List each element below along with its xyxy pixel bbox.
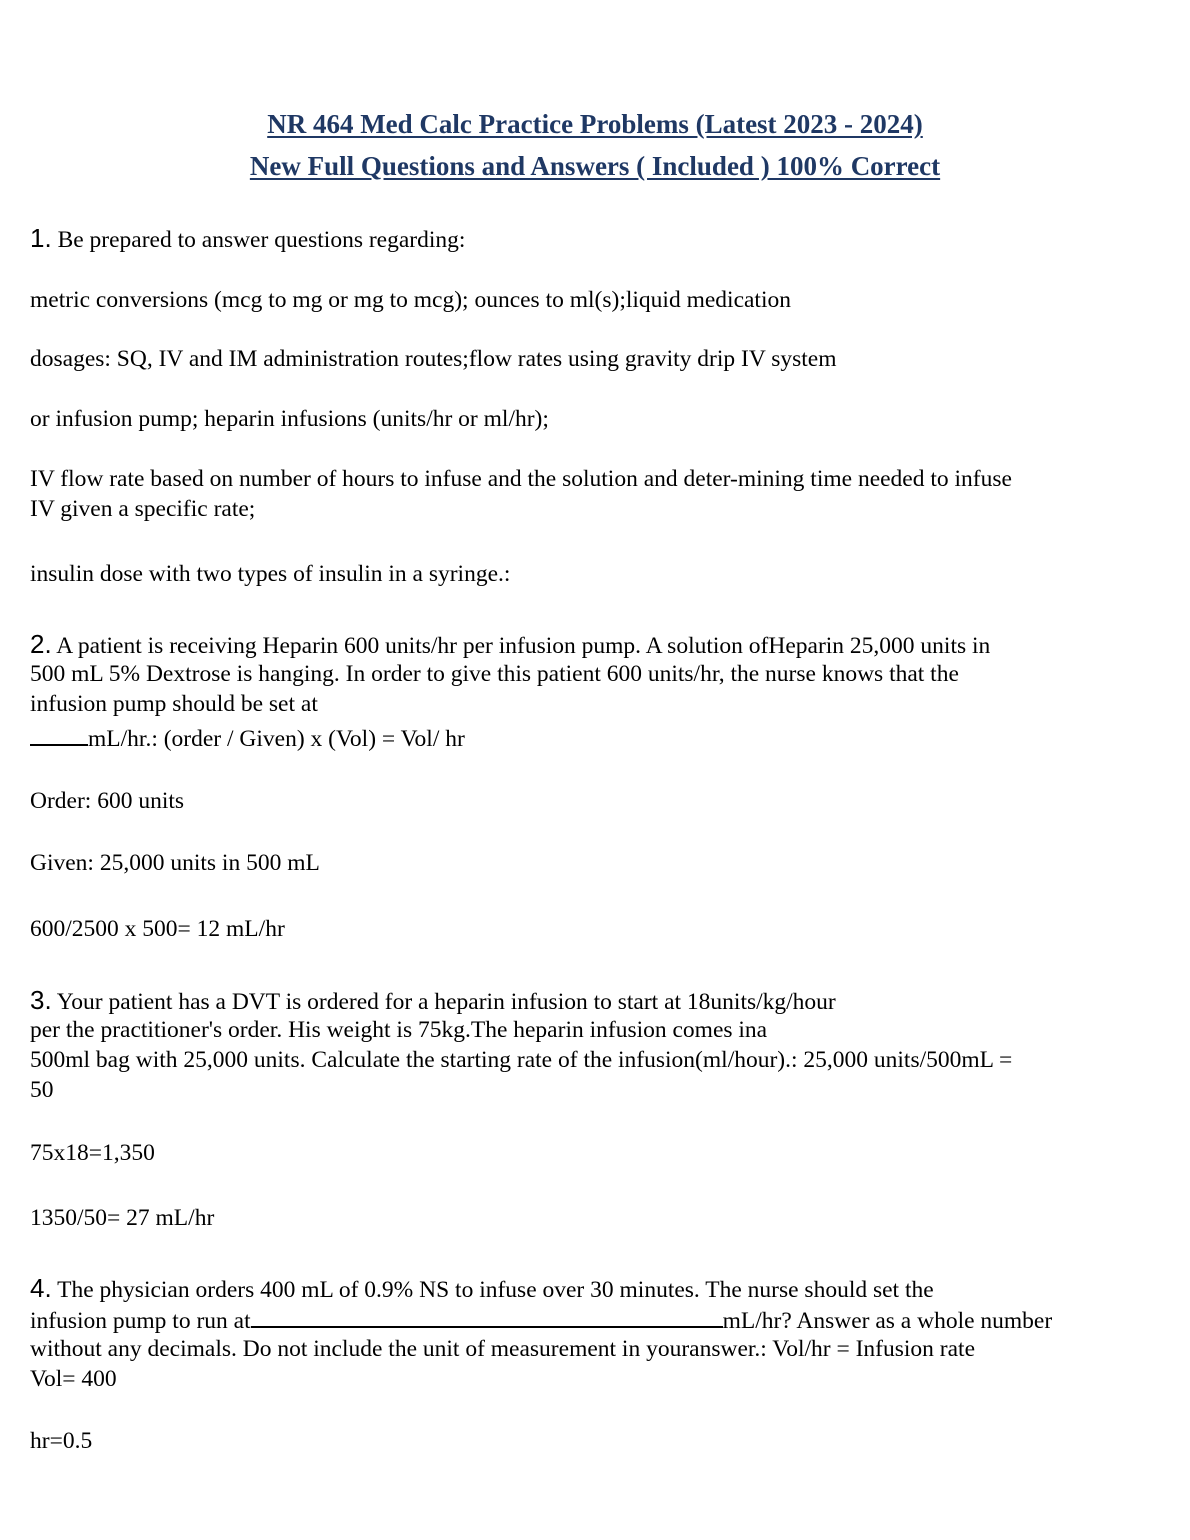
document-title — [0, 103, 1190, 187]
question-2-line: 500 mL 5% Dextrose is hanging. In order to give this patient 600 units/hr, the nurse knows that the — [30, 661, 959, 687]
question-2-answer-line — [30, 722, 1162, 754]
question-text: Your patient has a DVT is ordered for a heparin infusion to start at 18units/kg/hour — [51, 989, 836, 1015]
question-3-text — [30, 985, 1162, 1017]
question-text: mL/hr.: (order / Given) x (Vol) = Vol/ hr — [88, 726, 465, 752]
question-2-text — [30, 629, 1162, 661]
question-1-line: IV given a specific rate; — [30, 496, 256, 522]
question-4-answer-line — [30, 1304, 1162, 1336]
question-2-order: Order: 600 units — [30, 788, 185, 814]
question-number: 4. — [30, 1273, 52, 1303]
question-2-given: Given: 25,000 units in 500 mL — [30, 850, 320, 876]
question-1-intro — [30, 223, 1162, 255]
question-1-line: insulin dose with two types of insulin in a syringe.: — [30, 561, 511, 587]
question-text: mL/hr? Answer as a whole number — [722, 1308, 1053, 1334]
question-1-line: dosages: SQ, IV and IM administration routes;flow rates using gravity drip IV system — [30, 346, 837, 372]
question-1-line: IV flow rate based on number of hours to infuse and the solution and deter-mining time needed to infuse — [30, 466, 1012, 492]
question-2-calculation: 600/2500 x 500= 12 mL/hr — [30, 916, 285, 942]
question-text: A patient is receiving Heparin 600 units/hr per infusion pump. A solution ofHeparin 25,000 units in — [51, 633, 991, 659]
question-4-line: without any decimals. Do not include the unit of measurement in youranswer.: Vol/hr = Infusion rate — [30, 1336, 976, 1362]
question-4-calculation: hr=0.5 — [30, 1428, 93, 1454]
question-3-calculation: 1350/50= 27 mL/hr — [30, 1205, 215, 1231]
answer-blank — [30, 722, 88, 746]
question-text: infusion pump to run at — [30, 1308, 251, 1334]
answer-blank — [251, 1304, 723, 1328]
title-line-1: NR 464 Med Calc Practice Problems (Latest 2023 - 2024) — [267, 109, 923, 139]
question-3-line: 50 — [30, 1077, 54, 1103]
question-2-line: infusion pump should be set at — [30, 691, 318, 717]
title-line-2: New Full Questions and Answers ( Included ) 100% Correct — [249, 151, 941, 181]
question-1-line: or infusion pump; heparin infusions (units/hr or ml/hr); — [30, 406, 549, 432]
question-text: Be prepared to answer questions regarding: — [51, 227, 466, 253]
question-number: 2. — [30, 629, 52, 659]
question-3-line: 500ml bag with 25,000 units. Calculate the starting rate of the infusion(ml/hour).: 25,000 units/500mL = — [30, 1047, 1013, 1073]
question-text: The physician orders 400 mL of 0.9% NS to infuse over 30 minutes. The nurse should set the — [51, 1277, 934, 1303]
question-4-text — [30, 1273, 1162, 1305]
question-4-line: Vol= 400 — [30, 1366, 117, 1392]
question-3-line: per the practitioner's order. His weight is 75kg.The heparin infusion comes ina — [30, 1017, 768, 1043]
question-1-line: metric conversions (mcg to mg or mg to mcg); ounces to ml(s);liquid medication — [30, 287, 791, 313]
question-number: 1. — [30, 223, 52, 253]
question-number: 3. — [30, 985, 52, 1015]
question-3-calculation: 75x18=1,350 — [30, 1140, 155, 1166]
